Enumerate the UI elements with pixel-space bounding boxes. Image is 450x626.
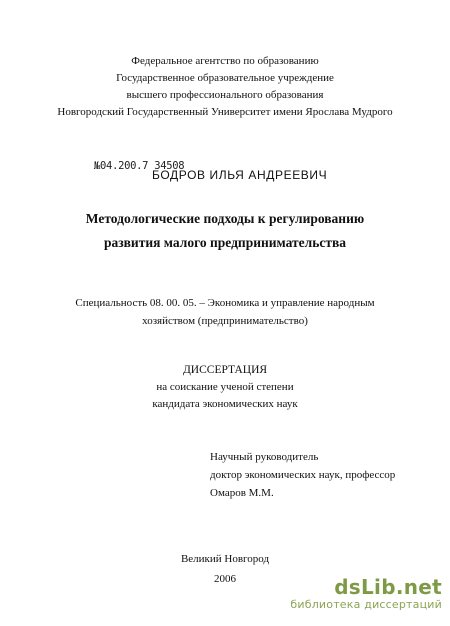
year: 2006	[214, 573, 236, 585]
title-line-2: развития малого предпринимательства	[103, 235, 347, 250]
title-line-1: Методологические подходы к регулированию	[85, 211, 365, 226]
specialty-line-2: хозяйством (предпринимательство)	[142, 315, 308, 327]
header-agency: Федеральное агентство по образованию	[131, 55, 319, 67]
header-university: Новгородский Государственный Университет имени Ярослава Мудрого	[57, 106, 393, 118]
degree-purpose: на соискание ученой степени	[156, 381, 294, 393]
watermark-logo: dsLib.net	[334, 575, 442, 599]
degree-field: кандидата экономических наук	[152, 398, 298, 410]
author-name: БОДРОВ ИЛЬЯ АНДРЕЕВИЧ	[152, 168, 328, 182]
advisor-degree: доктор экономических наук, профессор	[210, 469, 396, 481]
registration-stamp: №04.200.7 34508	[94, 160, 185, 172]
header-education-level: высшего профессионального образования	[126, 89, 324, 101]
dslib-watermark	[290, 576, 442, 611]
watermark-subtitle: библиотека диссертаций	[290, 598, 442, 611]
header-institution: Государственное образовательное учреждение	[116, 72, 334, 84]
city: Великий Новгород	[180, 553, 270, 565]
advisor-name: Омаров М.М.	[210, 487, 274, 499]
advisor-role: Научный руководитель	[210, 451, 319, 463]
specialty-line-1: Специальность 08. 00. 05. – Экономика и управление народным	[75, 297, 375, 309]
degree-heading: ДИССЕРТАЦИЯ	[182, 364, 268, 376]
